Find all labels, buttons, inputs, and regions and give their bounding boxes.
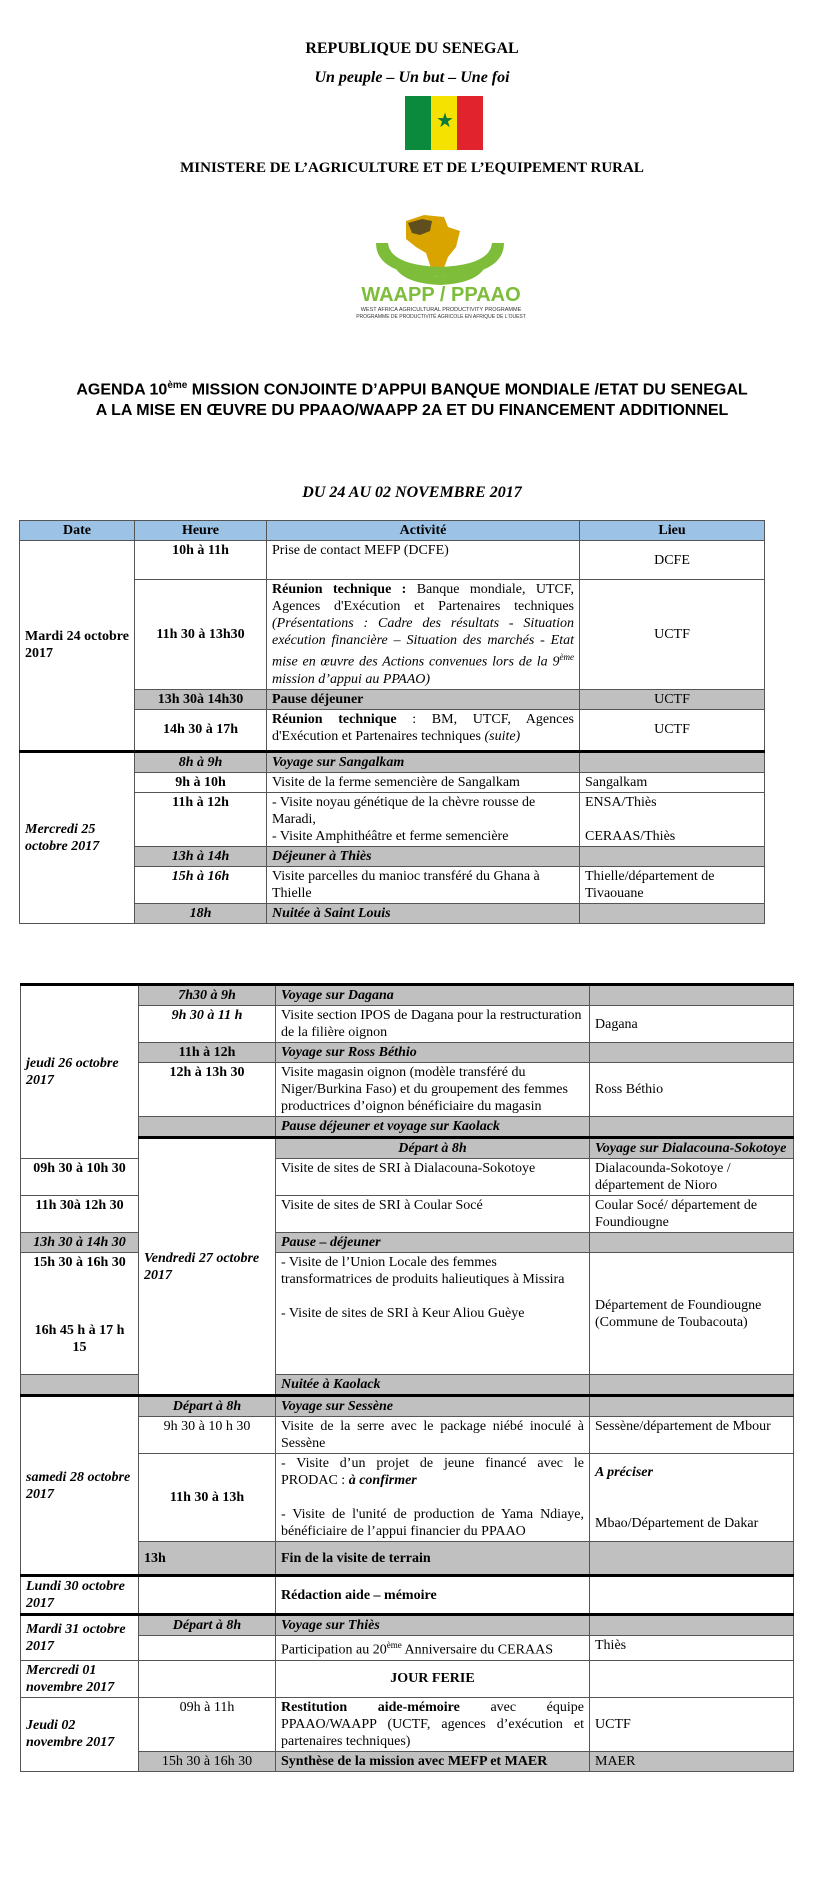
table-row: 11h à 12h Voyage sur Ross Béthio xyxy=(21,1043,794,1063)
national-motto: Un peuple – Un but – Une foi xyxy=(314,69,510,86)
agenda-line-2: A LA MISE EN ŒUVRE DU PPAAO/WAAPP 2A ET DU FINANCEMENT ADDITIONNEL xyxy=(95,402,729,420)
date-cell: Vendredi 27 octobre 2017 xyxy=(139,1138,276,1396)
agenda-title xyxy=(40,375,784,421)
table-row: 13h 30à 14h30 Pause déjeuner UCTF xyxy=(20,689,765,709)
table-row: samedi 28 octobre 2017 Départ à 8h Voyage sur Sessène xyxy=(21,1396,794,1417)
table-row: Nuitée à Kaolack xyxy=(21,1375,794,1396)
table-row: 12h à 13h 30 Visite magasin oignon (modèle transféré du Niger/Burkina Faso) et du groupement des femmes productrices d’oignon bénéficiaire du magasin Ross Béthio xyxy=(21,1063,794,1117)
col-activite: Activité xyxy=(267,521,580,541)
table-row: Vendredi 27 octobre 2017 Départ à 8h Voyage sur Dialacouna-Sokotoye xyxy=(21,1138,794,1159)
table-row: Mardi 31 octobre 2017 Départ à 8h Voyage sur Thiès xyxy=(21,1615,794,1636)
table-row: 13h Fin de la visite de terrain xyxy=(21,1542,794,1576)
table-row: 13h à 14h Déjeuner à Thiès xyxy=(20,846,765,866)
table-row: Jeudi 02 novembre 2017 09h à 11h Restitution aide-mémoire avec équipe PPAAO/WAAPP (UCTF, agences d’exécution et partenaires techniques) UCTF xyxy=(21,1697,794,1751)
table-row: 9h 30 à 11 h Visite section IPOS de Dagana pour la restructuration de la filière oignon Dagana xyxy=(21,1006,794,1043)
agenda-table-1 xyxy=(19,520,765,924)
table-row: 11h 30à 12h 30 Visite de sites de SRI à Coular Socé Coular Socé/ département de Foundiougne xyxy=(21,1196,794,1233)
date-cell: Mardi 24 octobre 2017 xyxy=(20,541,135,752)
table-row: 13h 30 à 14h 30 Pause – déjeuner xyxy=(21,1233,794,1253)
date-cell: samedi 28 octobre 2017 xyxy=(21,1396,139,1576)
agenda-line-1: AGENDA 10ème MISSION CONJOINTE D’APPUI BANQUE MONDIALE /ETAT DU SENEGAL xyxy=(76,380,748,399)
table-row: Lundi 30 octobre 2017 Rédaction aide – mémoire xyxy=(21,1576,794,1615)
table-row: Participation au 20ème Anniversaire du CERAAS Thiès xyxy=(21,1636,794,1661)
republic-title: REPUBLIQUE DU SENEGAL xyxy=(305,40,519,57)
table-row: 18h Nuitée à Saint Louis xyxy=(20,903,765,923)
table-row: 09h 30 à 10h 30 Visite de sites de SRI à Dialacouna-Sokotoye Dialacounda-Sokotoye / département de Nioro xyxy=(21,1159,794,1196)
table-row: 11h 30 à 13h30 Réunion technique : Banque mondiale, UTCF, Agences d'Exécution et Partenaires techniques (Présentations : Cadre des résultats - Situation exécution financière – Situation des marchés - Etat mise en œuvre des Actions convenues lors de la 9ème mission d’appui au PPAAO) UCTF xyxy=(20,580,765,690)
table-row: Pause déjeuner et voyage sur Kaolack xyxy=(21,1117,794,1138)
date-cell: Mardi 31 octobre 2017 xyxy=(21,1615,139,1661)
date-cell: Lundi 30 octobre 2017 xyxy=(21,1576,139,1615)
table-row: 11h à 12h - Visite noyau génétique de la chèvre rousse de Maradi, - Visite Amphithéâtre et ferme semencière ENSA/Thiès CERAAS/Thiès xyxy=(20,792,765,846)
star-icon: ★ xyxy=(436,110,454,132)
table-row: Mercredi 25 octobre 2017 8h à 9h Voyage sur Sangalkam xyxy=(20,751,765,772)
table-row: 14h 30 à 17h Réunion technique : BM, UTCF, Agences d'Exécution et Partenaires techniques (suite) UCTF xyxy=(20,709,765,751)
table-row: jeudi 26 octobre 2017 7h30 à 9h Voyage sur Dagana xyxy=(21,985,794,1006)
logo-subtitle-fr: PROGRAMME DE PRODUCTIVITÉ AGRICOLE EN AFRIQUE DE L'OUEST xyxy=(356,314,526,320)
table-row: 15h 30 à 16h 30 16h 45 h à 17 h 15 - Visite de l’Union Locale des femmes transformatrices de produits halieutiques à Missira - Visite de sites de SRI à Keur Aliou Guèye Département de Foundiougne (Commune de Toubacouta) xyxy=(21,1253,794,1375)
table-row: Mardi 24 octobre 2017 10h à 11h Prise de contact MEFP (DCFE) DCFE xyxy=(20,541,765,580)
table-row: 15h à 16h Visite parcelles du manioc transféré du Ghana à Thielle Thielle/département de Tivaouane xyxy=(20,866,765,903)
waapp-logo xyxy=(336,213,546,323)
agenda-table-2 xyxy=(20,983,794,1772)
senegal-flag xyxy=(405,96,483,150)
table-row: 9h à 10h Visite de la ferme semencière de Sangalkam Sangalkam xyxy=(20,772,765,792)
table-header-row xyxy=(20,521,765,541)
ministry-title: MINISTERE DE L’AGRICULTURE ET DE L’EQUIPEMENT RURAL xyxy=(180,160,644,176)
logo-subtitle-en: WEST AFRICA AGRICULTURAL PRODUCTIVITY PROGRAMME xyxy=(360,307,522,313)
date-cell: Mercredi 01 novembre 2017 xyxy=(21,1660,139,1697)
date-cell: jeudi 26 octobre 2017 xyxy=(21,985,139,1159)
col-lieu: Lieu xyxy=(580,521,765,541)
agenda-dates: DU 24 AU 02 NOVEMBRE 2017 xyxy=(302,484,522,501)
col-date: Date xyxy=(20,521,135,541)
logo-text: WAAPP / PPAAO xyxy=(361,284,521,306)
table-row: 9h 30 à 10 h 30 Visite de la serre avec le package niébé inoculé à Sessène Sessène/département de Mbour xyxy=(21,1417,794,1454)
date-cell: Mercredi 25 octobre 2017 xyxy=(20,751,135,923)
col-heure: Heure xyxy=(135,521,267,541)
table-row: 15h 30 à 16h 30 Synthèse de la mission avec MEFP et MAER MAER xyxy=(21,1751,794,1771)
table-row: 11h 30 à 13h - Visite d’un projet de jeune financé avec le PRODAC : à confirmer - Visite de l'unité de production de Yama Ndiaye, bénéficiaire de l’appui financier du PPAAO A préciser Mbao/Département de Dakar xyxy=(21,1454,794,1542)
table-row: Mercredi 01 novembre 2017 JOUR FERIE xyxy=(21,1660,794,1697)
date-cell: Jeudi 02 novembre 2017 xyxy=(21,1697,139,1771)
